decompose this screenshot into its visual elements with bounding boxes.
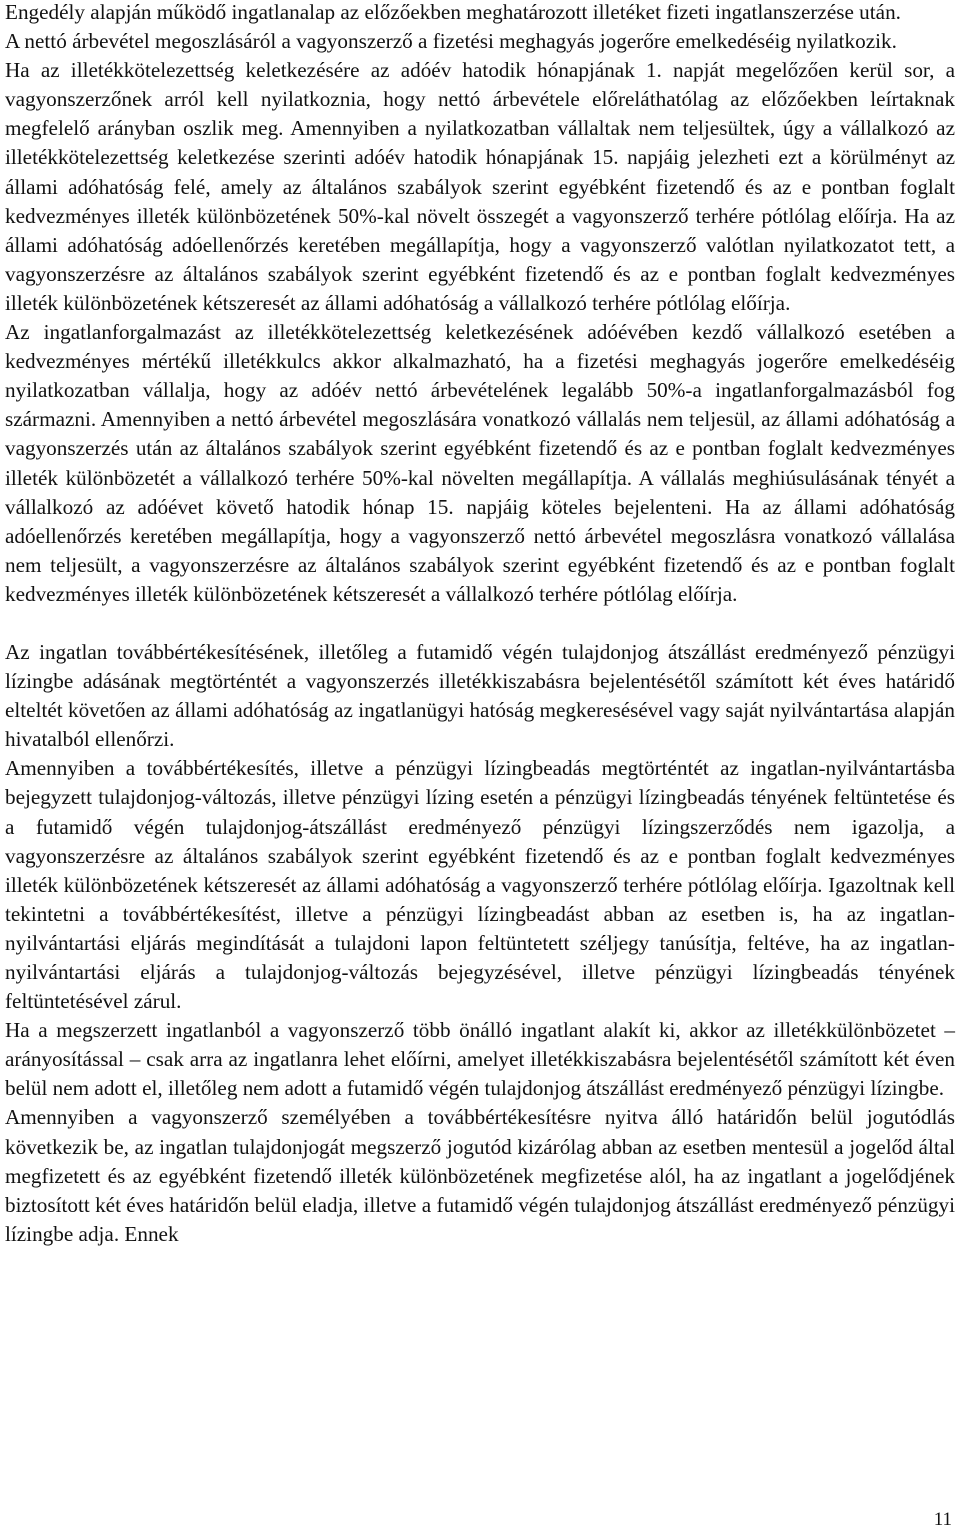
paragraph-7: Ha a megszerzett ingatlanból a vagyonszerző több önálló ingatlant alakít ki, akkor az illetékkülönbözetet – arányosítással – csak arra az ingatlanra lehet előírni, amelyet illetékkiszabásra bejelentésétől számított két éven belül nem adott el, illetőleg nem adott a futamidő végén tulajdonjog átszállást eredményező pénzügyi lízingbe. [5,1018,955,1101]
paragraph-1: Engedély alapján működő ingatlanalap az előzőekben meghatározott illetéket fizeti ingatlanszerzése után. [5,0,901,24]
paragraph-4: Az ingatlanforgalmazást az illetékkötelezettség keletkezésének adóévében kezdő vállalkozó esetében a kedvezményes mértékű illetékkulcs akkor alkalmazható, ha a fizetési meghagyás jogerőre emelkedéséig nyilatkozatban vállalja, hogy az adóév nettó árbevételének legalább 50%-a ingatlanforgalmazásból fog származni. Amennyiben a nettó árbevétel megoszlására vonatkozó vállalás nem teljesül, az állami adóhatóság a vagyonszerzés után az általános szabályok szerint egyébként fizetendő és az e pontban foglalt kedvezményes illeték különbözetét a vállalkozó terhére 50%-kal növelten megállapítja. A vállalás meghiúsulásának tényét a vállalkozó az adóévet követő hatodik hónap 15. napjáig köteles bejelenteni. Ha az állami adóhatóság adóellenőrzés keretében megállapítja, hogy a vagyonszerző nettó árbevétel megoszlásra vonatkozó vállalása nem teljesült, a vagyonszerzésre az általános szabályok szerint egyébként fizetendő és az e pontban foglalt kedvezményes illeték különbözetének kétszeresét a vállalkozó terhére pótlólag előírja. [5,320,955,606]
document-page [5,0,955,1249]
paragraph-8: Amennyiben a vagyonszerző személyében a továbbértékesítésre nyitva álló határidőn belül jogutódlás következik be, az ingatlan tulajdonjogát megszerző jogutód kizárólag abban az esetben mentesül a jogelőd által megfizetett és az egyébként fizetendő illeték különbözetének megfizetése alól, ha az ingatlant a jogelődjének biztosított két éves határidőn belül eladja, illetve a futamidő végén tulajdonjog átszállást eredményező pénzügyi lízingbe adja. Ennek [5,1105,955,1246]
paragraph-3: Ha az illetékkötelezettség keletkezésére az adóév hatodik hónapjának 1. napját megelőzően kerül sor, a vagyonszerzőnek arról kell nyilatkoznia, hogy nettó árbevétele előreláthatólag az előzőekben leírtaknak megfelelő arányban oszlik meg. Amennyiben a nyilatkozatban vállaltak nem teljesültek, úgy a vállalkozó az illetékkötelezettség keletkezése szerinti adóév hatodik hónapjának 15. napjáig jelezheti ezt a körülményt az állami adóhatóság felé, amely az általános szabályok szerint egyébként fizetendő és az e pontban foglalt kedvezményes illeték különbözetének 50%-kal növelt összegét a vagyonszerző terhére pótlólag előírja. Ha az állami adóhatóság adóellenőrzés keretében megállapítja, hogy a vagyonszerző valótlan nyilatkozatot tett, a vagyonszerzésre az általános szabályok szerint egyébként fizetendő és az e pontban foglalt kedvezményes illeték különbözetének kétszeresét az állami adóhatóság a vállalkozó terhére pótlólag előírja. [5,58,955,315]
paragraph-gap [5,609,955,638]
paragraph-6: Amennyiben a továbbértékesítés, illetve a pénzügyi lízingbeadás megtörténtét az ingatlan-nyilvántartásba bejegyzett tulajdonjog-változás, illetve pénzügyi lízing esetén a pénzügyi lízingbeadás tényének feltüntetése és a futamidő végén tulajdonjog-átszállást eredményező pénzügyi lízingszerződés nem igazolja, a vagyonszerzésre az általános szabályok szerint egyébként fizetendő és az e pontban foglalt kedvezményes illeték különbözetének kétszeresét az állami adóhatóság a vagyonszerző terhére pótlólag előírja. Igazoltnak kell tekintetni a továbbértékesítést, illetve a pénzügyi lízingbeadást abban az esetben is, ha az ingatlan-nyilvántartási eljárás megindítását a tulajdoni lapon feltüntetett széljegy tanúsítja, feltéve, ha az ingatlan-nyilvántartási eljárás a tulajdonjog-változás bejegyzésével, illetve pénzügyi lízingbeadás tényének feltüntetésével zárul. [5,756,955,1014]
paragraph-2: A nettó árbevétel megoszlásáról a vagyonszerző a fizetési meghagyás jogerőre emelkedéséig nyilatkozik. [5,29,897,54]
page-number: 11 [933,1509,952,1530]
paragraph-5: Az ingatlan továbbértékesítésének, illetőleg a futamidő végén tulajdonjog átszállást eredményező pénzügyi lízingbe adásának megtörténtét a vagyonszerzés illetékkiszabásra bejelentésétől számított két éves határidő elteltét követően az állami adóhatóság az ingatlanügyi hatóság megkeresésével vagy saját nyilvántartása alapján hivatalból ellenőrzi. [5,639,955,752]
